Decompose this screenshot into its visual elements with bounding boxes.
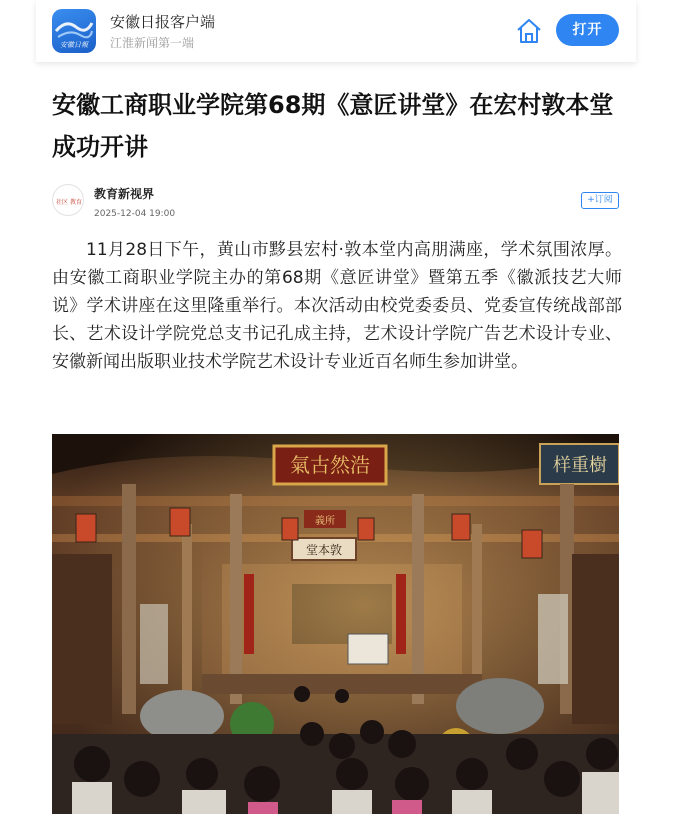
app-download-bar — [36, 0, 636, 62]
open-app-button[interactable]: 打开 — [556, 14, 619, 46]
author-avatar[interactable] — [52, 184, 84, 216]
subscribe-button[interactable]: +订阅 — [581, 192, 619, 209]
photo-plaque-small: 義所 — [315, 516, 335, 527]
photo-illustration — [52, 434, 619, 814]
article-paragraph: 11月28日下午，黄山市黟县宏村·敦本堂内高朋满座，学术氛围浓厚。由安徽工商职业学院主办的第68期《意匠讲堂》暨第五季《徽派技艺大师说》学术讲座在这里隆重举行。本次活动由校党委委员、党委宣传统战部部长、艺术设计学院党总支书记孔成主持，艺术设计学院广告艺术设计专业、安徽新闻出版职业技术学院艺术设计专业近百名师生参加讲堂。 — [52, 240, 622, 372]
author-avatar-text: 社区 教育 — [56, 199, 82, 206]
author-name[interactable]: 教育新视界 — [94, 187, 155, 201]
photo-plaque-inner: 堂本敦 — [305, 543, 343, 557]
photo-plaque-main: 氣古然浩 — [290, 453, 370, 477]
app-logo-text: 安徽日報 — [60, 41, 88, 49]
article-title: 安徽工商职业学院第68期《意匠讲堂》在宏村敦本堂成功开讲 — [52, 91, 614, 161]
photo-plaque-right: 样重樹 — [553, 455, 607, 476]
home-icon[interactable] — [514, 16, 544, 46]
article-photo[interactable] — [52, 434, 619, 814]
app-logo-icon[interactable] — [52, 9, 96, 53]
app-logo-graphic — [52, 9, 96, 53]
app-slogan: 江淮新闻第一端 — [110, 36, 195, 50]
app-name: 安徽日报客户端 — [110, 13, 216, 31]
publish-time: 2025-12-04 19:00 — [94, 209, 176, 219]
author-avatar-graphic — [53, 185, 84, 216]
